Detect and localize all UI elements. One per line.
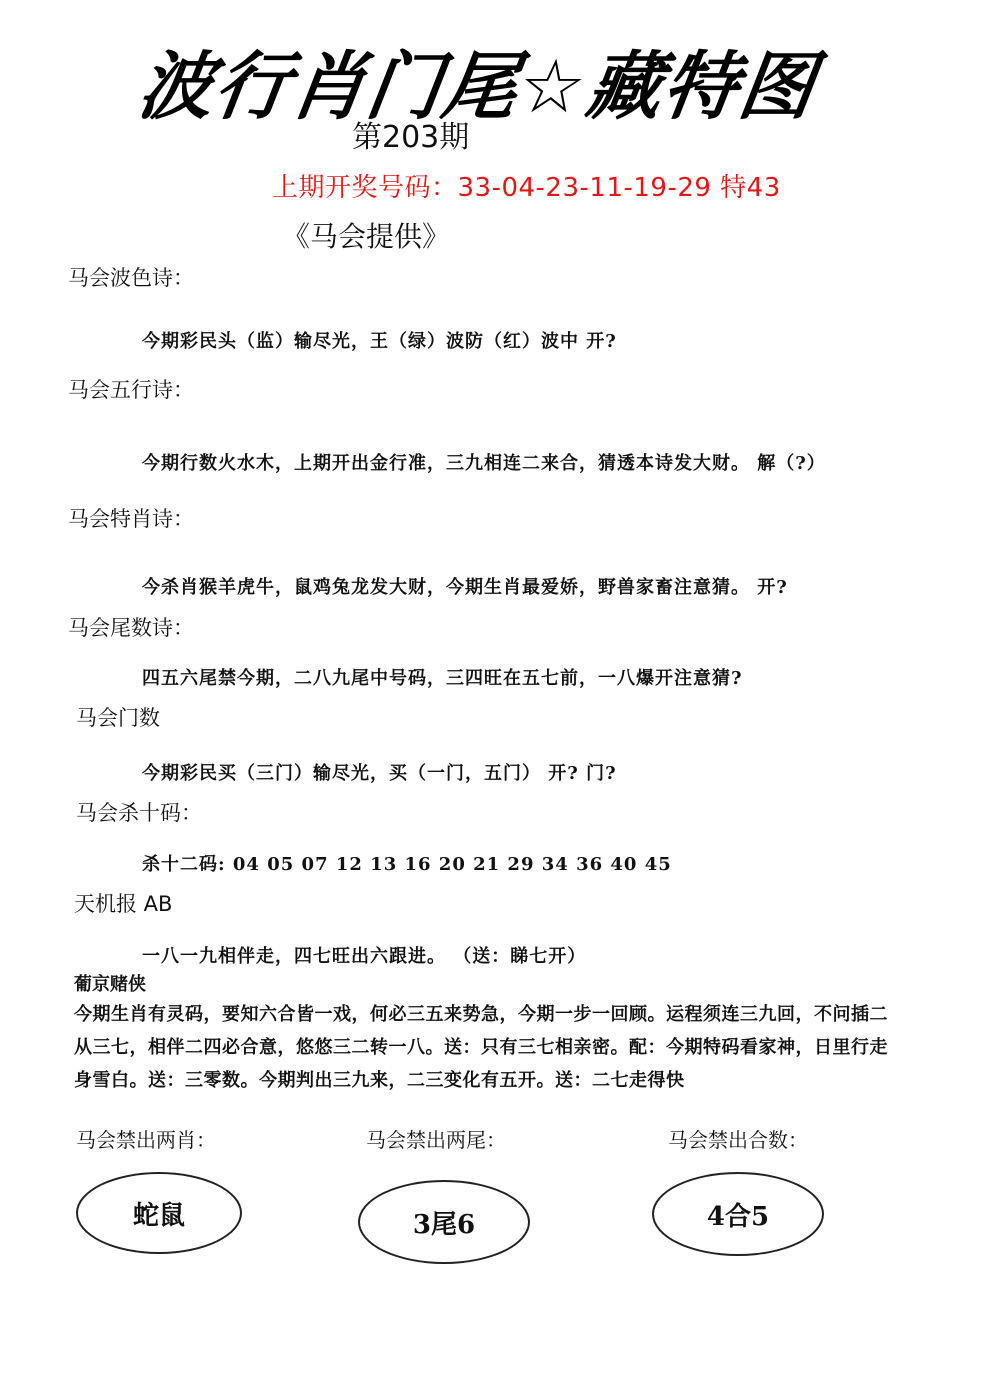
section-heading-five-elements: 马会五行诗： xyxy=(68,378,194,402)
section-heading-zodiac: 马会特肖诗： xyxy=(68,507,194,531)
last-draw-numbers: 上期开奖号码：33-04-23-11-19-29 特43 xyxy=(272,173,781,203)
ban-oval-zodiac xyxy=(76,1172,242,1254)
pujing-paragraph: 今期生肖有灵码，要知六合皆一戏，何必三五来势急，今期一步一回顾。运程须连三九回，不问插二从三七，相伴二四必合意，悠悠三二转一八。送：只有三七相亲密。配：今期特码看家神，日里行走身雪白。送：三零数。今期判出三九来，二三变化有五开。送：二七走得快 xyxy=(74,1004,888,1091)
ban-value-sum: 4合5 xyxy=(706,1201,770,1232)
poem-wave-color: 今期彩民头（监）输尽光，王（绿）波防（红）波中 开? xyxy=(142,331,617,352)
section-heading-door-number: 马会门数 xyxy=(76,706,160,730)
poem-five-elements: 今期行数火水木，上期开出金行准，三九相连二来合，猜透本诗发大财。 解（?） xyxy=(142,453,826,474)
ban-oval-sum xyxy=(652,1172,824,1256)
section-heading-pujing: 葡京赌侠 xyxy=(74,974,146,995)
ban-oval-tail xyxy=(358,1180,530,1264)
page-title: 波行肖门尾☆藏特图 xyxy=(133,44,822,130)
ban-label-zodiac: 马会禁出两肖： xyxy=(76,1128,216,1152)
poem-door-number: 今期彩民买（三门）输尽光，买（一门，五门） 开? 门? xyxy=(142,763,617,784)
section-heading-kill-ten: 马会杀十码： xyxy=(76,801,202,825)
provider-label: 《马会提供》 xyxy=(282,220,451,253)
section-heading-tail-number: 马会尾数诗： xyxy=(68,616,194,640)
kill-twelve-numbers: 杀十二码: 04 05 07 12 13 16 20 21 29 34 36 40 45 xyxy=(142,854,672,875)
poem-tail-number: 四五六尾禁今期，二八九尾中号码，三四旺在五七前，一八爆开注意猜? xyxy=(142,668,743,689)
section-heading-wave-color: 马会波色诗： xyxy=(68,266,194,290)
poem-zodiac: 今杀肖猴羊虎牛，鼠鸡兔龙发大财，今期生肖最爱娇，野兽家畜注意猜。 开? xyxy=(142,577,788,598)
ban-label-sum: 马会禁出合数： xyxy=(668,1128,808,1152)
ban-value-zodiac: 蛇鼠 xyxy=(132,1200,185,1231)
issue-number: 第203期 xyxy=(352,120,470,155)
ban-value-tail: 3尾6 xyxy=(412,1209,476,1240)
section-heading-tianji: 天机报 AB xyxy=(74,892,173,916)
poem-tianji: 一八一九相伴走，四七旺出六跟进。 （送：睇七开） xyxy=(142,946,587,967)
ban-label-tail: 马会禁出两尾： xyxy=(366,1128,506,1152)
